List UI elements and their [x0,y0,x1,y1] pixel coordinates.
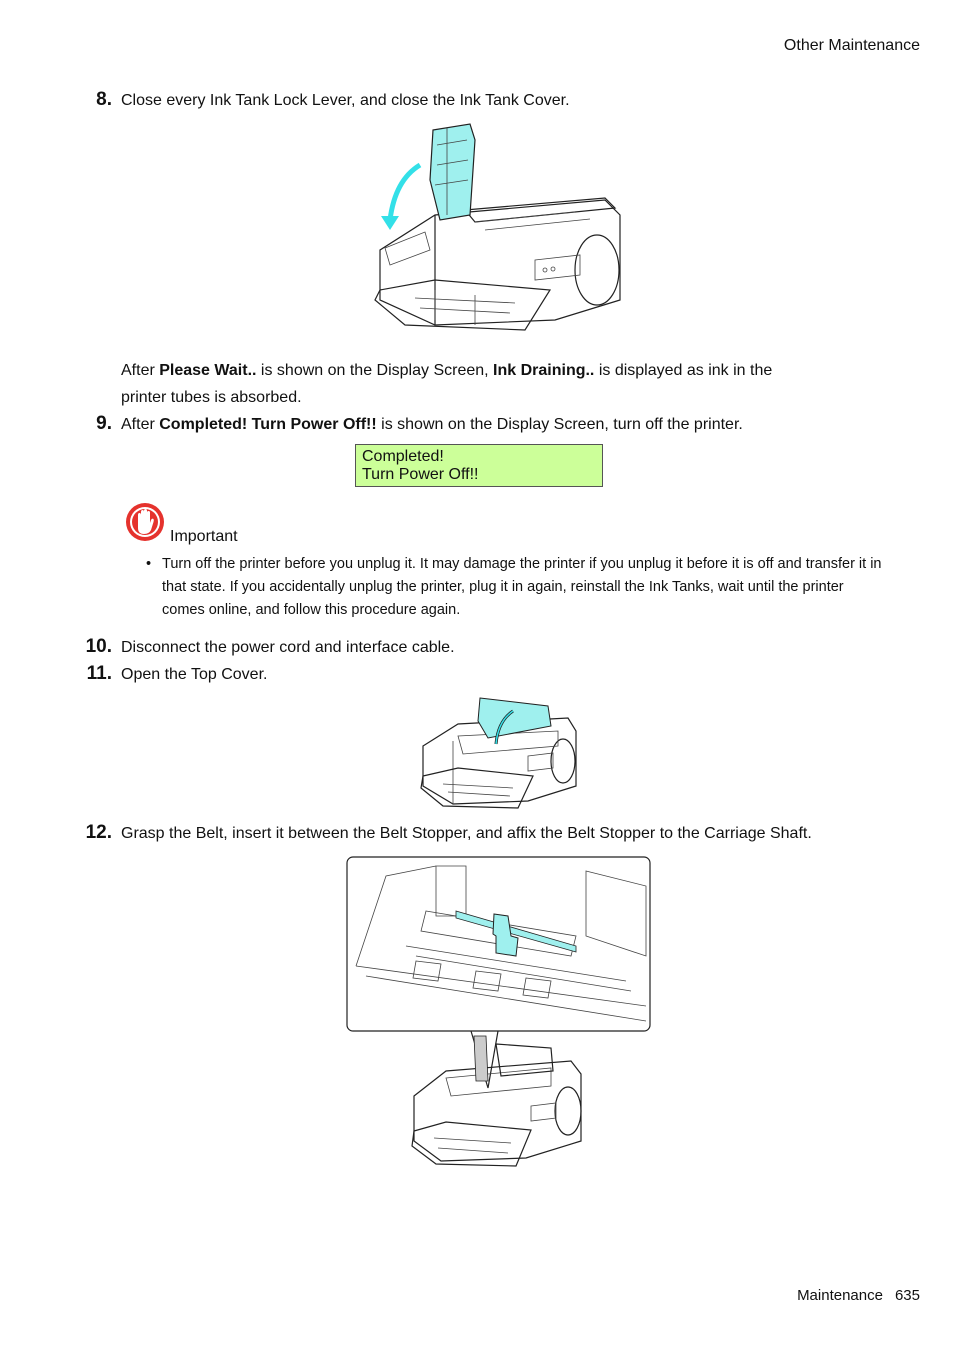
bullet-icon: • [146,556,152,572]
step-text: Close every Ink Tank Lock Lever, and close the Ink Tank Cover. [121,92,570,109]
printer-ink-cover-illustration [375,120,625,350]
step-number: 10. [85,636,112,657]
step-text: After Completed! Turn Power Off!! is shown on the Display Screen, turn off the printer. [121,416,743,433]
printer-top-cover-illustration [418,696,580,814]
running-header: Other Maintenance [783,37,920,54]
step-number: 9. [96,413,112,434]
display-line-1: Completed! [362,448,444,465]
step-number: 8. [96,89,112,110]
important-note-text: Turn off the printer before you unplug it. It may damage the printer if you unplug it before it is off and transfer it in that state. If you accidentally unplug the printer, plug it in again, reinstall the Ink Tanks, wait until the printer comes online, and follow this procedure again. [162,556,882,618]
page-number: 635 [894,1287,920,1304]
belt-stopper-illustration [346,856,652,1172]
step-text: Disconnect the power cord and interface cable. [121,639,455,656]
important-label: Important [170,528,238,545]
display-line-2: Turn Power Off!! [362,466,479,483]
running-footer [797,1287,920,1304]
step-text: Grasp the Belt, insert it between the Belt Stopper, and affix the Belt Stopper to the Carriage Shaft. [121,825,812,842]
important-note [146,553,886,622]
step-number: 11. [86,663,112,684]
status-paragraph: After Please Wait.. is shown on the Display Screen, Ink Draining.. is displayed as ink in the printer tubes is absorbed. [121,362,773,406]
step-text: Open the Top Cover. [121,666,268,683]
footer-section: Maintenance [797,1287,883,1304]
important-hand-icon [125,502,165,542]
display-screen-message [355,444,603,487]
step-number: 12. [85,822,112,843]
